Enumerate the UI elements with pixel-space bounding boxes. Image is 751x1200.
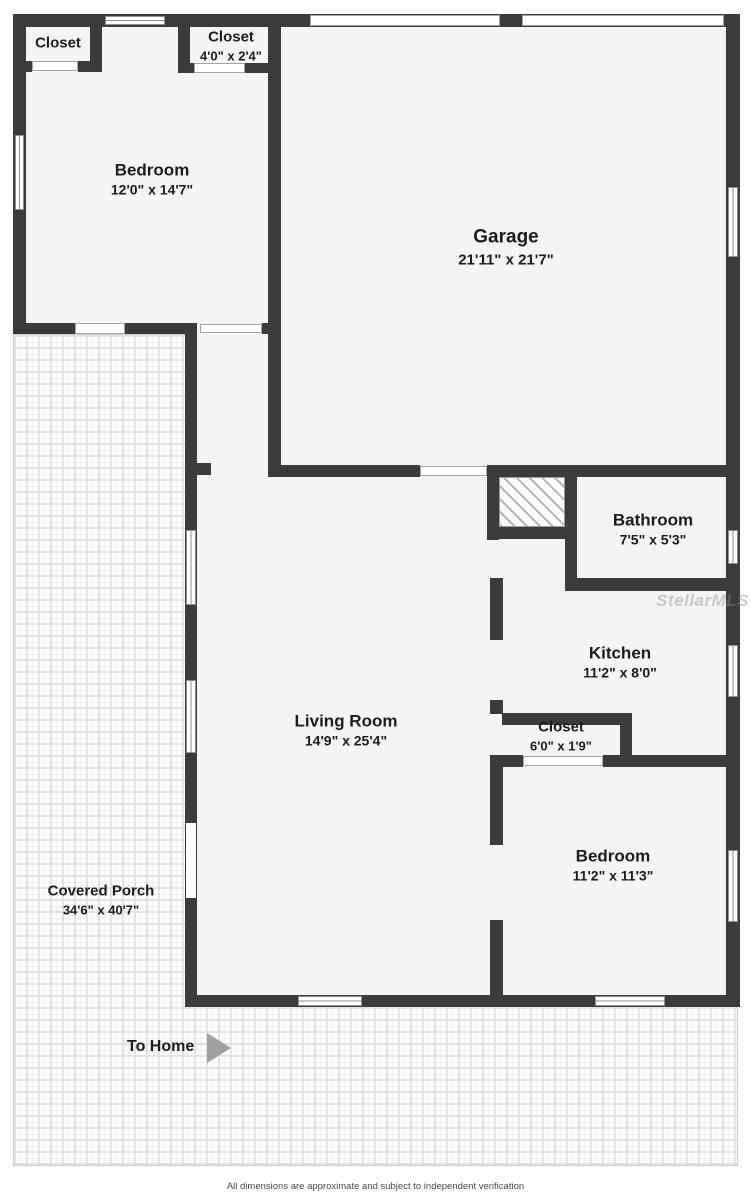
room-name: Garage — [473, 226, 539, 248]
room-label-closet-1 — [35, 35, 81, 54]
room-dimensions: 14'9" x 25'4" — [304, 732, 388, 749]
room-name: Closet — [538, 718, 584, 736]
room-dimensions: 7'5" x 5'3" — [619, 531, 687, 548]
door-opening — [32, 61, 78, 71]
wall — [620, 755, 740, 767]
room-name: Closet — [208, 28, 254, 46]
wall — [13, 61, 32, 72]
wall — [78, 61, 102, 72]
room-dimensions: 34'6" x 40'7" — [62, 902, 140, 918]
room-dimensions: 11'2" x 11'3" — [572, 867, 654, 884]
door-opening — [200, 324, 262, 333]
wall — [487, 465, 740, 477]
wall — [178, 63, 194, 73]
room-name: Covered Porch — [47, 882, 155, 900]
room-dimensions: 11'2" x 8'0" — [583, 664, 657, 681]
window — [728, 850, 738, 922]
room-name: Bedroom — [114, 160, 190, 180]
wall — [262, 323, 281, 334]
wall — [13, 323, 75, 334]
window — [186, 530, 196, 605]
wall — [490, 578, 503, 640]
room-label-closet-2 — [200, 29, 262, 66]
window — [15, 135, 24, 210]
window — [728, 530, 738, 564]
window — [298, 996, 362, 1006]
window — [728, 645, 738, 697]
wall — [487, 527, 577, 539]
room-dimensions: 21'11" x 21'7" — [458, 251, 554, 269]
wall — [268, 14, 281, 477]
room-dimensions: 6'0" x 1'9" — [530, 738, 592, 754]
wall — [185, 323, 197, 1007]
garage-door — [310, 15, 500, 26]
room-dimensions: 4'0" x 2'4" — [200, 48, 262, 64]
room-label-closet-3 — [530, 719, 592, 756]
door-opening — [523, 756, 603, 766]
to-home-arrow-icon — [207, 1033, 231, 1063]
wall — [490, 700, 503, 714]
porch-door-opening — [186, 823, 196, 898]
shower-hatch — [499, 477, 565, 527]
room-label-bedroom-2 — [573, 846, 654, 887]
door-opening — [75, 323, 125, 334]
watermark: StellarMLS — [656, 591, 749, 610]
room-label-kitchen — [583, 643, 657, 684]
wall — [490, 755, 503, 845]
room-name: Bathroom — [612, 510, 694, 530]
room-label-bedroom-1 — [111, 160, 193, 201]
room-name: Living Room — [294, 711, 398, 731]
room-dimensions: 12'0" x 14'7" — [110, 181, 194, 198]
room-label-covered-porch — [48, 883, 155, 920]
door-opening — [420, 466, 487, 476]
wall — [490, 920, 503, 1007]
window — [186, 680, 196, 753]
wall — [268, 465, 420, 477]
room-label-living-room — [295, 711, 398, 752]
room-label-bathroom — [613, 510, 693, 551]
disclaimer-text: All dimensions are approximate and subject to independent verification — [226, 1181, 525, 1192]
window — [105, 16, 165, 25]
wall — [197, 463, 211, 475]
wall — [565, 578, 740, 591]
to-home-label: To Home — [127, 1038, 195, 1055]
room-name: Closet — [35, 34, 81, 52]
room-name: Bedroom — [575, 846, 651, 866]
window — [595, 996, 665, 1006]
garage-door — [522, 15, 724, 26]
room-label-garage — [458, 226, 554, 271]
window — [728, 187, 738, 257]
room-name: Kitchen — [588, 643, 652, 663]
